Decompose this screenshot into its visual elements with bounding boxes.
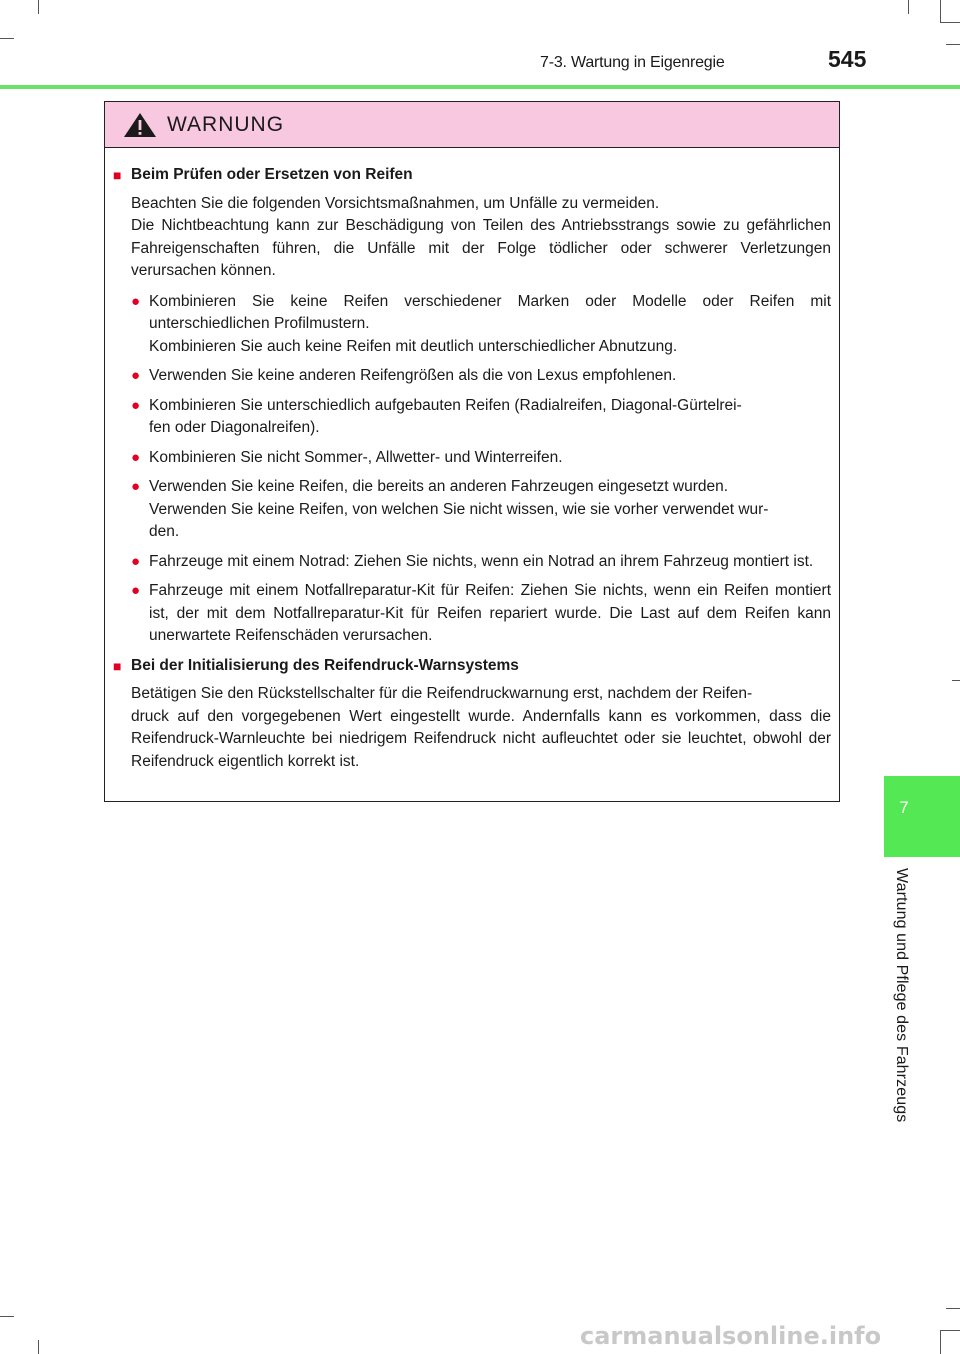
crop-mark [940,1330,941,1354]
crop-mark [940,22,960,23]
round-bullet-icon: ● [131,396,141,414]
list-item-text: Fahrzeuge mit einem Notrad: Ziehen Sie nichts, wenn ein Notrad an ihrem Fahrzeug montiert ist. [149,552,814,570]
crop-mark [38,1340,39,1354]
list-item-text: Kombinieren Sie nicht Sommer-, Allwetter- und Winterreifen. [149,448,563,466]
round-bullet-icon: ● [131,478,141,495]
crop-mark [0,38,14,39]
crop-mark [946,44,960,45]
round-bullet-icon: ● [131,582,141,599]
list-item [113,447,831,470]
round-bullet-icon: ● [131,292,141,310]
list-item-text: Fahrzeuge mit einem Notfallreparatur-Kit für Reifen: Ziehen Sie nichts, wenn ein Reifen montiert ist, der mit dem Notfallreparatur-Kit für Reifen repariert wurde. Die Last auf dem Reifen kann unerwartete Reifenschäden verursachen. [149,582,831,644]
section-heading-text: Beim Prüfen oder Ersetzen von Reifen [131,166,413,183]
crop-mark [946,1308,960,1309]
warning-body [105,148,839,773]
list-item [113,365,831,388]
intro-line: Die Nichtbeachtung kann zur Beschädigung von Teilen des Antriebsstrangs sowie zu gefährlichen Fahreigenschaften führen, die Unfälle mit der Folge tödlicher oder schwerer Verletzungen verursachen können. [131,217,831,279]
section-header: 7-3. Wartung in Eigenregie [540,54,725,71]
warning-header [105,102,839,148]
intro-paragraph [113,193,831,283]
chapter-title [890,868,914,1148]
section-heading [113,164,831,187]
header-rule [0,85,960,89]
crop-mark [0,1316,14,1317]
list-item [113,476,831,544]
section-heading-text: Bei der Initialisierung des Reifendruck-Warnsystems [131,656,519,674]
section-heading [113,655,831,678]
list-item-text: Verwenden Sie keine anderen Reifengrößen als die von Lexus empfohlenen. [149,367,677,384]
square-bullet-icon: ■ [113,167,122,183]
list-item [113,291,831,359]
page-number: 545 [828,46,867,72]
section-paragraph: Betätigen Sie den Rückstellschalter für die Reifendruckwarnung erst, nachdem der Reifen- druck auf den vorgegebenen Wert eingestellt wurde. Andernfalls kann es vorkommen, dass die Reifendruck-Warnleuchte bei niedrigem Reifendruck nicht aufleuchtet oder sie leuchtet, obwohl der Reifendruck eigentlich korrekt ist. [131,685,831,770]
watermark-text: carmanualsonline.info [580,1322,882,1350]
chapter-tab [884,776,960,857]
chapter-number: 7 [899,798,909,817]
chapter-title-text: Wartung und Pflege des Fahrzeugs [893,868,910,1123]
list-item-text: Verwenden Sie keine Reifen, die bereits an anderen Fahrzeugen eingesetzt wurden. Verwenden Sie keine Reifen, von welchen Sie nicht wissen, wie sie vorher verwendet wur- den. [149,478,769,540]
crop-mark [38,0,39,14]
round-bullet-icon: ● [131,367,141,384]
crop-mark [940,1330,960,1331]
round-bullet-icon: ● [131,552,141,570]
list-item [113,395,831,440]
warning-box [104,101,840,802]
list-item [113,551,831,574]
round-bullet-icon: ● [131,448,141,466]
list-item-text: Kombinieren Sie unterschiedlich aufgebauten Reifen (Radialreifen, Diagonal-Gürtelrei- fen oder Diagonalreifen). [149,396,742,436]
square-bullet-icon: ■ [113,657,122,674]
list-item-text: Kombinieren Sie keine Reifen verschiedener Marken oder Modelle oder Reifen mit unterschiedlichen Profilmustern. Kombinieren Sie auch keine Reifen mit deutlich unterschiedlicher Abnutzung. [149,292,831,355]
intro-line: Beachten Sie die folgenden Vorsichtsmaßnahmen, um Unfälle zu vermeiden. [131,194,660,212]
warning-triangle-icon [123,112,157,138]
crop-mark [908,0,909,14]
crop-mark [952,680,960,681]
warning-title: WARNUNG [167,112,285,136]
crop-mark [940,0,941,22]
list-item [113,580,831,648]
